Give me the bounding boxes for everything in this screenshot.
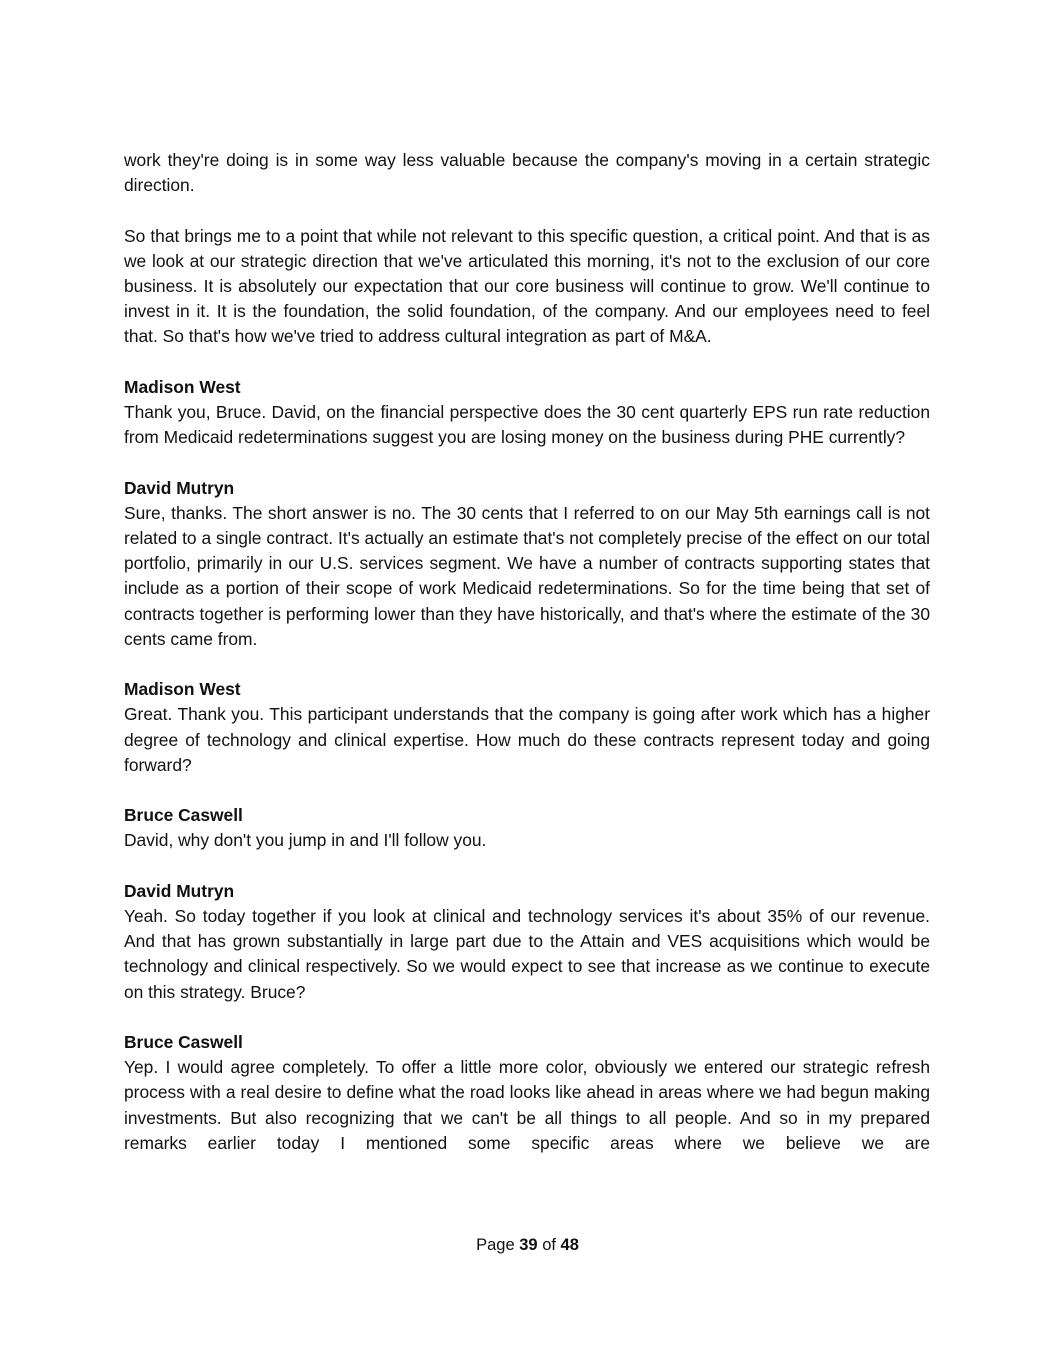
transcript-block-1 <box>124 148 930 198</box>
speaker-name: David Mutryn <box>124 477 235 498</box>
paragraph: Yep. I would agree completely. To offer a little more color, obviously we entered our strategic refresh process with a real desire to define what the road looks like ahead in areas where we had begun making investments. But also recognizing that we can't be all things to all people. And so in my prepared remarks earlier today I mentioned some specific areas where we believe we are <box>124 1057 930 1153</box>
speaker-name: David Mutryn <box>124 880 235 901</box>
paragraph: Yeah. So today together if you look at clinical and technology services it's about 35% of our revenue. And that has grown substantially in large part due to the Attain and VES acquisitions which would be technology and clinical respectively. So we would expect to see that increase as we continue to execute on this strategy. Bruce? <box>124 906 930 1002</box>
footer-total-pages: 48 <box>560 1236 579 1254</box>
paragraph: Thank you, Bruce. David, on the financial perspective does the 30 cent quarterly EPS run rate reduction from Medicaid redeterminations suggest you are losing money on the business during PHE currently? <box>124 402 930 448</box>
transcript-block-3 <box>124 375 930 451</box>
footer-of-label: of <box>542 1236 556 1254</box>
transcript-block-5 <box>124 677 930 778</box>
transcript-block-7 <box>124 879 930 1005</box>
paragraph: So that brings me to a point that while not relevant to this specific question, a critical point. And that is as we look at our strategic direction that we've articulated this morning, it's not to the exclusion of our core business. It is absolutely our expectation that our core business will continue to grow. We'll continue to invest in it. It is the foundation, the solid foundation, of the company. And our employees need to feel that. So that's how we've tried to address cultural integration as part of M&A. <box>124 225 930 347</box>
paragraph: work they're doing is in some way less valuable because the company's moving in a certain strategic direction. <box>124 150 930 196</box>
speaker-name: Madison West <box>124 376 241 397</box>
transcript-block-4 <box>124 476 930 652</box>
footer-current-page: 39 <box>519 1236 538 1254</box>
footer-page-label: Page <box>476 1236 515 1254</box>
transcript-block-8 <box>124 1030 930 1156</box>
transcript-block-2 <box>124 224 930 350</box>
transcript-block-6 <box>124 803 930 853</box>
speaker-name: Madison West <box>124 679 241 700</box>
paragraph: David, why don't you jump in and I'll follow you. <box>124 830 487 851</box>
speaker-name: Bruce Caswell <box>124 805 243 826</box>
page-footer <box>0 1233 1055 1258</box>
paragraph: Sure, thanks. The short answer is no. The 30 cents that I referred to on our May 5th earnings call is not related to a single contract. It's actually an estimate that's not completely precise of the effect on our total portfolio, primarily in our U.S. services segment. We have a number of contracts supporting states that include as a portion of their scope of work Medicaid redeterminations. So for the time being that set of contracts together is performing lower than they have historically, and that's where the estimate of the 30 cents came from. <box>124 502 930 649</box>
paragraph: Great. Thank you. This participant understands that the company is going after work which has a higher degree of technology and clinical expertise. How much do these contracts represent today and going forward? <box>124 704 930 775</box>
speaker-name: Bruce Caswell <box>124 1032 243 1052</box>
